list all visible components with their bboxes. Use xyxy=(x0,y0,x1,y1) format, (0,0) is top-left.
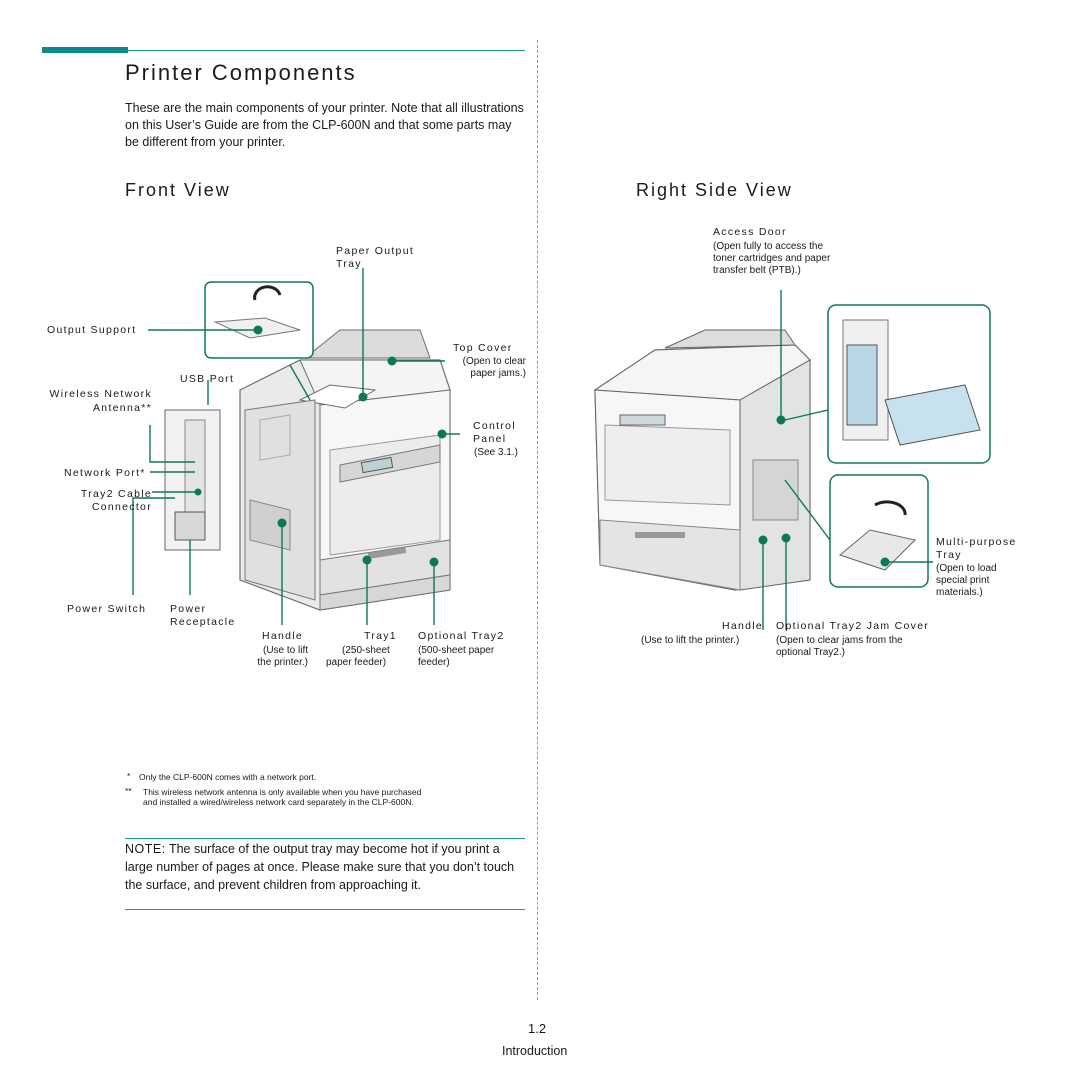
label-paper-output-2: Tray xyxy=(336,258,362,270)
label-control-2: Panel xyxy=(473,433,507,445)
label-power-receptacle-1: Power xyxy=(170,603,207,615)
footnote-1-mark: * xyxy=(127,771,131,781)
label-mp-tray-1: Multi-purpose xyxy=(936,536,1017,548)
label-access-door-sub-2: toner cartridges and paper xyxy=(713,253,831,264)
label-right-handle: Handle xyxy=(722,620,764,632)
label-tray1-sub-1: (250-sheet xyxy=(342,645,390,656)
label-access-door: Access Door xyxy=(713,226,787,238)
right-side-view-heading: Right Side View xyxy=(636,180,793,200)
label-handle-sub-1: (Use to lift xyxy=(262,645,308,656)
note-bottom-rule xyxy=(125,909,525,910)
note-prefix: NOTE: xyxy=(125,842,166,856)
label-access-door-sub-1: (Open fully to access the xyxy=(713,241,824,252)
label-top-cover-sub-1: (Open to clear xyxy=(462,356,526,367)
label-mp-tray-sub-3: materials.) xyxy=(936,587,983,598)
label-power-switch: Power Switch xyxy=(67,603,147,615)
label-control-1: Control xyxy=(473,420,516,432)
header-accent-bar xyxy=(42,47,128,53)
label-handle: Handle xyxy=(262,630,304,642)
label-tray1-sub-2: paper feeder) xyxy=(326,657,387,668)
label-top-cover: Top Cover xyxy=(453,342,513,354)
section-name: Introduction xyxy=(502,1044,568,1058)
label-usb-port: USB Port xyxy=(180,373,235,385)
footnote-1: Only the CLP-600N comes with a network port. xyxy=(139,772,317,782)
label-optional-tray2-sub-1: (500-sheet paper xyxy=(418,645,495,656)
label-network-port: Network Port* xyxy=(64,467,146,479)
label-optional-tray2-sub-2: feeder) xyxy=(418,657,450,668)
label-top-cover-sub-2: paper jams.) xyxy=(470,368,526,379)
label-power-receptacle-2: Receptacle xyxy=(170,616,236,628)
label-tray2-cable-1: Tray2 Cable xyxy=(80,488,152,500)
footnote-2-line-2: and installed a wired/wireless network card separately in the CLP-600N. xyxy=(143,797,414,807)
label-control-sub: (See 3.1.) xyxy=(474,447,518,458)
note-block xyxy=(125,840,520,894)
note-text: The surface of the output tray may become hot if you print a large number of pages at once. Please make sure that you don’t touch the surface, and prevent children from approaching it. xyxy=(125,842,515,892)
footnote-2-mark: ** xyxy=(125,786,132,796)
label-tray2-cable-2: Connector xyxy=(91,501,152,513)
page-number: 1.2 xyxy=(528,1021,547,1036)
label-right-handle-sub: (Use to lift the printer.) xyxy=(641,635,740,646)
label-jam-cover: Optional Tray2 Jam Cover xyxy=(776,620,930,632)
label-jam-cover-sub-2: optional Tray2.) xyxy=(776,647,845,658)
label-output-support: Output Support xyxy=(47,324,137,336)
label-mp-tray-sub-2: special print xyxy=(936,575,990,586)
note-top-rule xyxy=(125,838,525,839)
footnote-2-line-1: This wireless network antenna is only available when you have purchased xyxy=(143,787,422,797)
label-wireless-antenna-1: Wireless Network xyxy=(49,388,152,400)
label-optional-tray2: Optional Tray2 xyxy=(418,630,505,642)
label-tray1: Tray1 xyxy=(364,630,397,642)
label-paper-output-1: Paper Output xyxy=(336,245,415,257)
intro-paragraph: These are the main components of your printer. Note that all illustrations on this User’s Guide are from the CLP-600N and that some parts may be different from your printer. xyxy=(125,101,524,149)
label-handle-sub-2: the printer.) xyxy=(257,657,308,668)
label-mp-tray-2: Tray xyxy=(936,549,962,561)
label-wireless-antenna-2: Antenna** xyxy=(93,402,152,414)
header-rule xyxy=(128,50,525,51)
label-mp-tray-sub-1: (Open to load xyxy=(936,563,997,574)
label-jam-cover-sub-1: (Open to clear jams from the xyxy=(776,635,903,646)
front-view-illustration xyxy=(0,240,540,660)
label-access-door-sub-3: transfer belt (PTB).) xyxy=(713,265,801,276)
page-title: Printer Components xyxy=(125,60,357,85)
front-view-heading: Front View xyxy=(125,180,231,200)
